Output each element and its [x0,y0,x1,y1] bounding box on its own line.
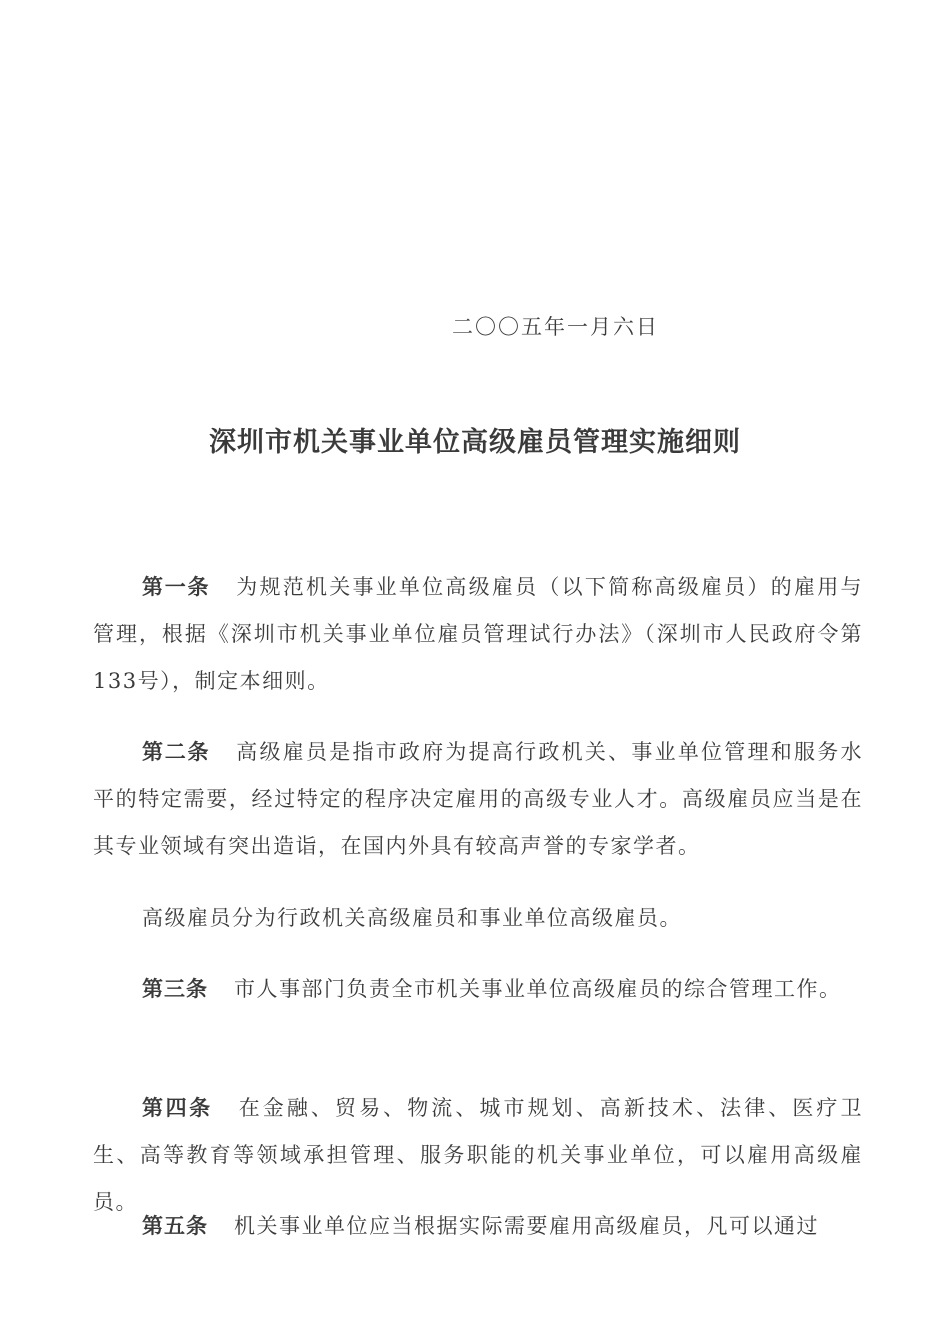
article-3 [93,966,863,1013]
article-2-text: 高级雇员是指市政府为提高行政机关、事业单位管理和服务水平的特定需要，经过特定的程序决定雇用的高级专业人才。高级雇员应当是在其专业领域有突出造诣，在国内外具有较高声誉的专家学者。 [93,740,864,858]
article-5 [93,1203,863,1250]
article-2-paragraph-2-text: 高级雇员分为行政机关高级雇员和事业单位高级雇员。 [142,906,682,930]
article-5-text: 机关事业单位应当根据实际需要雇用高级雇员，凡可以通过 [234,1214,819,1238]
article-5-number: 第五条 [142,1214,208,1238]
article-4-number: 第四条 [142,1096,213,1120]
article-1 [93,564,863,705]
article-2-paragraph-2 [93,895,863,942]
article-3-text: 市人事部门负责全市机关事业单位高级雇员的综合管理工作。 [234,977,842,1001]
article-4-text: 在金融、贸易、物流、城市规划、高新技术、法律、医疗卫生、高等教育等领域承担管理、服务职能的机关事业单位，可以雇用高级雇员。 [93,1096,864,1214]
article-3-number: 第三条 [142,977,208,1001]
article-2-number: 第二条 [142,740,211,764]
article-1-text: 为规范机关事业单位高级雇员（以下简称高级雇员）的雇用与管理，根据《深圳市机关事业单位雇员管理试行办法》（深圳市人民政府令第133号），制定本细则。 [93,575,864,693]
document-title: 深圳市机关事业单位高级雇员管理实施细则 [209,427,741,458]
article-2 [93,729,863,870]
document-date: 二〇〇五年一月六日 [452,315,659,339]
article-1-number: 第一条 [142,575,211,599]
